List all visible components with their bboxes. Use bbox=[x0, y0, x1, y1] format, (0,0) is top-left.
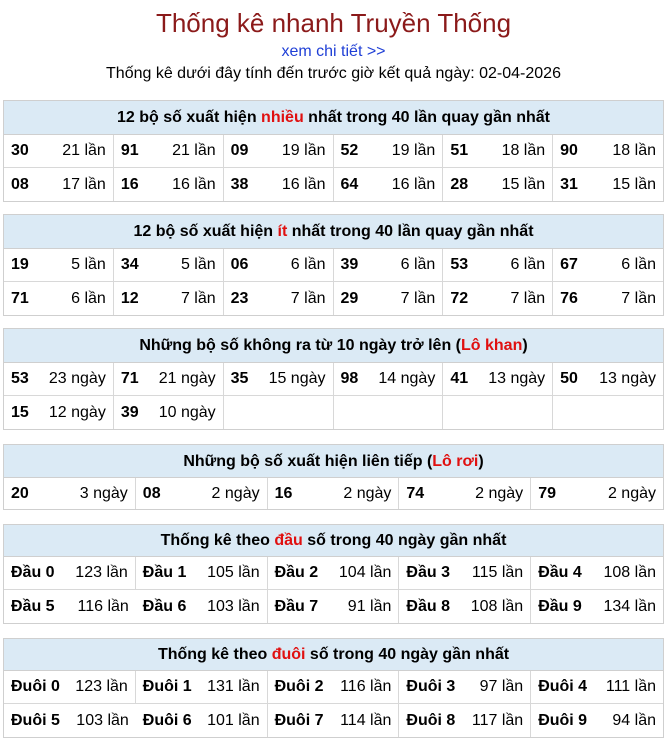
stat-count: 18 lần bbox=[501, 142, 546, 159]
stat-cell bbox=[443, 168, 553, 201]
stat-cell bbox=[334, 396, 444, 429]
duoi-section bbox=[3, 638, 664, 738]
stat-number: 16 bbox=[274, 484, 293, 502]
stat-number: 34 bbox=[120, 256, 139, 273]
stat-number: 20 bbox=[11, 484, 29, 502]
stat-cell bbox=[334, 249, 444, 282]
stat-count: 103 lần bbox=[76, 711, 129, 729]
stat-cell bbox=[4, 704, 136, 737]
stat-cell bbox=[531, 671, 663, 704]
stat-number: 41 bbox=[450, 370, 469, 387]
detail-link[interactable]: xem chi tiết >> bbox=[281, 43, 386, 60]
stat-number: Đầu 2 bbox=[274, 564, 319, 581]
heading-text: ) bbox=[478, 453, 484, 470]
stat-count: 104 lần bbox=[338, 564, 392, 581]
stat-count: 94 lần bbox=[612, 711, 656, 729]
stat-number: 29 bbox=[340, 289, 359, 307]
section-heading bbox=[4, 525, 663, 557]
stat-cell bbox=[224, 282, 334, 315]
stat-cell bbox=[334, 135, 444, 168]
stat-count: 101 lần bbox=[207, 711, 260, 729]
stat-count: 7 lần bbox=[290, 289, 326, 307]
stat-count: 19 lần bbox=[391, 142, 436, 159]
stat-count: 6 lần bbox=[510, 256, 546, 273]
stat-count: 16 lần bbox=[391, 175, 436, 193]
most-frequent-section bbox=[3, 100, 664, 202]
stat-count: 105 lần bbox=[207, 564, 260, 581]
stat-count: 13 ngày bbox=[488, 370, 546, 387]
heading-text: 12 bộ số xuất hiện bbox=[133, 223, 278, 240]
heading-text: Thống kê theo bbox=[157, 646, 272, 663]
stat-cell bbox=[4, 135, 114, 168]
stat-cell bbox=[224, 396, 334, 429]
stat-number: Đuôi 3 bbox=[406, 678, 456, 695]
stat-grid bbox=[4, 557, 663, 623]
stat-number: 71 bbox=[11, 289, 29, 307]
stat-number: 64 bbox=[340, 175, 359, 193]
stat-count: 15 ngày bbox=[268, 370, 326, 387]
stat-number: Đuôi 8 bbox=[406, 711, 456, 729]
heading-text: ) bbox=[522, 337, 528, 354]
stat-count: 2 ngày bbox=[343, 484, 392, 502]
stat-number: 52 bbox=[340, 142, 359, 159]
stat-number: 90 bbox=[560, 142, 578, 159]
stat-count: 2 ngày bbox=[211, 484, 260, 502]
heading-highlight: Lô rơi bbox=[432, 453, 479, 470]
stat-cell bbox=[114, 168, 224, 201]
stat-count: 116 lần bbox=[77, 597, 129, 615]
section-heading bbox=[4, 445, 663, 478]
stat-cell bbox=[399, 557, 531, 590]
stat-number: 79 bbox=[538, 484, 556, 502]
stat-cell bbox=[399, 671, 531, 704]
stat-number: Đuôi 7 bbox=[274, 711, 324, 729]
heading-highlight: đầu bbox=[274, 532, 303, 549]
stat-cell bbox=[553, 135, 663, 168]
page-header bbox=[0, 0, 667, 88]
stat-count: 12 ngày bbox=[48, 403, 106, 421]
heading-text: nhất trong 40 lần quay gần nhất bbox=[287, 223, 534, 240]
stat-cell bbox=[114, 249, 224, 282]
stat-cell bbox=[136, 704, 268, 737]
stat-count: 7 lần bbox=[510, 289, 546, 307]
stat-cell bbox=[4, 282, 114, 315]
stat-count: 116 lần bbox=[340, 678, 392, 695]
stat-number: 35 bbox=[230, 370, 249, 387]
dau-section bbox=[3, 524, 664, 624]
stat-number: 12 bbox=[120, 289, 139, 307]
stat-cell bbox=[443, 249, 553, 282]
stat-cell bbox=[443, 135, 553, 168]
stat-count: 6 lần bbox=[290, 256, 326, 273]
stat-cell bbox=[553, 363, 663, 396]
stat-cell bbox=[136, 590, 268, 623]
heading-text: 12 bộ số xuất hiện bbox=[117, 109, 262, 126]
stat-number: 39 bbox=[120, 403, 139, 421]
stat-number: 72 bbox=[450, 289, 469, 307]
stat-cell bbox=[553, 396, 663, 429]
stat-number: Đuôi 1 bbox=[142, 678, 192, 695]
stat-cell bbox=[114, 363, 224, 396]
stat-count: 111 lần bbox=[605, 678, 656, 695]
stat-number: Đầu 3 bbox=[406, 564, 450, 581]
heading-text: Những bộ số không ra từ 10 ngày trở lên ( bbox=[139, 337, 461, 354]
stat-number: Đầu 1 bbox=[142, 564, 187, 581]
stat-cell bbox=[268, 478, 400, 509]
stat-number: Đầu 8 bbox=[406, 597, 450, 615]
stat-number: 09 bbox=[230, 142, 249, 159]
stat-cell bbox=[531, 557, 663, 590]
stat-number: Đầu 6 bbox=[142, 597, 187, 615]
stat-number: 53 bbox=[11, 370, 29, 387]
stat-count: 108 lần bbox=[470, 597, 524, 615]
stat-count: 115 lần bbox=[471, 564, 524, 581]
stat-grid bbox=[4, 363, 663, 429]
heading-highlight: đuôi bbox=[271, 646, 306, 663]
stat-cell bbox=[114, 282, 224, 315]
stat-cell bbox=[531, 590, 663, 623]
stat-cell bbox=[224, 168, 334, 201]
stat-number: 76 bbox=[560, 289, 578, 307]
stat-count: 10 ngày bbox=[158, 403, 216, 421]
stat-count: 21 lần bbox=[62, 142, 106, 159]
stat-cell bbox=[224, 249, 334, 282]
stat-number: 23 bbox=[230, 289, 249, 307]
stat-cell bbox=[399, 590, 531, 623]
stat-number: 19 bbox=[11, 256, 29, 273]
heading-text: Những bộ số xuất hiện liên tiếp ( bbox=[183, 453, 433, 470]
stat-number: 67 bbox=[560, 256, 578, 273]
heading-text: Thống kê theo bbox=[160, 532, 275, 549]
stat-cell bbox=[4, 478, 136, 509]
stat-number: 15 bbox=[11, 403, 29, 421]
stat-cell bbox=[224, 363, 334, 396]
stat-count: 123 lần bbox=[75, 564, 128, 581]
stat-cell bbox=[4, 557, 136, 590]
stat-cell bbox=[399, 478, 531, 509]
stat-number: 38 bbox=[230, 175, 249, 193]
heading-highlight: ít bbox=[277, 223, 288, 240]
stat-cell bbox=[4, 590, 136, 623]
stat-count: 7 lần bbox=[400, 289, 436, 307]
stat-count: 17 lần bbox=[62, 175, 106, 193]
stat-number: Đầu 4 bbox=[538, 564, 582, 581]
stat-count: 131 lần bbox=[207, 678, 260, 695]
stat-number: 50 bbox=[560, 370, 578, 387]
stat-count: 16 lần bbox=[281, 175, 326, 193]
stat-cell bbox=[399, 704, 531, 737]
stat-count: 117 lần bbox=[471, 711, 524, 729]
stat-grid bbox=[4, 249, 663, 315]
stat-count: 7 lần bbox=[621, 289, 656, 307]
stat-cell bbox=[443, 396, 553, 429]
stat-number: Đuôi 2 bbox=[274, 678, 324, 695]
stat-count: 6 lần bbox=[621, 256, 656, 273]
stat-number: 53 bbox=[450, 256, 469, 273]
stat-count: 103 lần bbox=[207, 597, 260, 615]
stat-count: 123 lần bbox=[75, 678, 128, 695]
stat-number: Đầu 0 bbox=[11, 564, 55, 581]
heading-text: số trong 40 ngày gần nhất bbox=[305, 646, 510, 663]
stat-cell bbox=[4, 363, 114, 396]
stat-number: 39 bbox=[340, 256, 359, 273]
stat-count: 5 lần bbox=[180, 256, 216, 273]
section-heading bbox=[4, 639, 663, 671]
stat-count: 2 ngày bbox=[475, 484, 524, 502]
stat-cell bbox=[268, 590, 400, 623]
stat-grid bbox=[4, 135, 663, 201]
stat-count: 19 lần bbox=[281, 142, 326, 159]
stat-count: 21 lần bbox=[172, 142, 216, 159]
stat-cell bbox=[268, 704, 400, 737]
stat-count: 91 lần bbox=[347, 597, 392, 615]
stat-number: 31 bbox=[560, 175, 578, 193]
stat-cell bbox=[114, 135, 224, 168]
stat-number: 30 bbox=[11, 142, 29, 159]
stat-number: 08 bbox=[142, 484, 161, 502]
stat-number: 16 bbox=[120, 175, 139, 193]
heading-highlight: nhiều bbox=[261, 109, 304, 126]
stat-count: 3 ngày bbox=[79, 484, 128, 502]
stat-cell bbox=[224, 135, 334, 168]
heading-text: nhất trong 40 lần quay gần nhất bbox=[303, 109, 550, 126]
section-heading bbox=[4, 101, 663, 135]
stat-grid bbox=[4, 671, 663, 737]
stat-cell bbox=[553, 282, 663, 315]
stat-cell bbox=[334, 363, 444, 396]
stat-number: 28 bbox=[450, 175, 469, 193]
stat-cell bbox=[531, 704, 663, 737]
stat-cell bbox=[443, 363, 553, 396]
stat-cell bbox=[4, 396, 114, 429]
stat-count: 5 lần bbox=[71, 256, 106, 273]
lo-khan-section bbox=[3, 328, 664, 430]
stat-count: 134 lần bbox=[603, 597, 656, 615]
stat-cell bbox=[136, 557, 268, 590]
stat-cell bbox=[268, 557, 400, 590]
section-heading bbox=[4, 215, 663, 249]
stat-count: 13 ngày bbox=[599, 370, 656, 387]
stat-cell bbox=[4, 168, 114, 201]
stat-count: 23 ngày bbox=[48, 370, 106, 387]
stat-count: 14 ngày bbox=[378, 370, 436, 387]
stat-cell bbox=[114, 396, 224, 429]
stat-number: Đuôi 6 bbox=[142, 711, 192, 729]
stat-cell bbox=[136, 671, 268, 704]
stat-number: Đuôi 4 bbox=[538, 678, 588, 695]
page-title: Thống kê nhanh Truyền Thống bbox=[155, 8, 512, 38]
stat-cell bbox=[4, 671, 136, 704]
stat-count: 21 ngày bbox=[158, 370, 216, 387]
heading-text: số trong 40 ngày gần nhất bbox=[302, 532, 507, 549]
stat-cell bbox=[531, 478, 663, 509]
stat-number: Đầu 7 bbox=[274, 597, 319, 615]
lo-roi-section bbox=[3, 444, 664, 510]
stat-number: 98 bbox=[340, 370, 359, 387]
stat-number: Đuôi 9 bbox=[538, 711, 588, 729]
stat-cell bbox=[443, 282, 553, 315]
stat-grid bbox=[4, 478, 663, 509]
stat-count: 15 lần bbox=[612, 175, 656, 193]
stat-count: 97 lần bbox=[479, 678, 524, 695]
stat-count: 114 lần bbox=[340, 711, 392, 729]
stat-count: 6 lần bbox=[400, 256, 436, 273]
heading-highlight: Lô khan bbox=[461, 337, 523, 354]
stat-cell bbox=[553, 249, 663, 282]
least-frequent-section bbox=[3, 214, 664, 316]
stat-number: Đuôi 5 bbox=[11, 711, 60, 729]
stat-cell bbox=[268, 671, 400, 704]
stat-number: 71 bbox=[120, 370, 139, 387]
stat-number: 51 bbox=[450, 142, 469, 159]
page-subtitle: Thống kê dưới đây tính đến trước giờ kết quả ngày: 02-04-2026 bbox=[106, 65, 561, 82]
stat-count: 18 lần bbox=[612, 142, 656, 159]
stat-number: 74 bbox=[406, 484, 425, 502]
stat-cell bbox=[334, 168, 444, 201]
stat-number: Đầu 5 bbox=[11, 597, 55, 615]
stat-number: Đuôi 0 bbox=[11, 678, 60, 695]
stat-number: 08 bbox=[11, 175, 29, 193]
stat-count: 2 ngày bbox=[607, 484, 656, 502]
stat-number: 06 bbox=[230, 256, 249, 273]
stat-count: 15 lần bbox=[501, 175, 546, 193]
stat-count: 16 lần bbox=[172, 175, 216, 193]
stat-count: 7 lần bbox=[180, 289, 216, 307]
section-heading bbox=[4, 329, 663, 363]
stat-number: Đầu 9 bbox=[538, 597, 582, 615]
stat-count: 108 lần bbox=[603, 564, 656, 581]
stat-number: 91 bbox=[120, 142, 139, 159]
stat-cell bbox=[4, 249, 114, 282]
stat-cell bbox=[553, 168, 663, 201]
stat-count: 6 lần bbox=[71, 289, 106, 307]
stat-cell bbox=[334, 282, 444, 315]
stat-cell bbox=[136, 478, 268, 509]
